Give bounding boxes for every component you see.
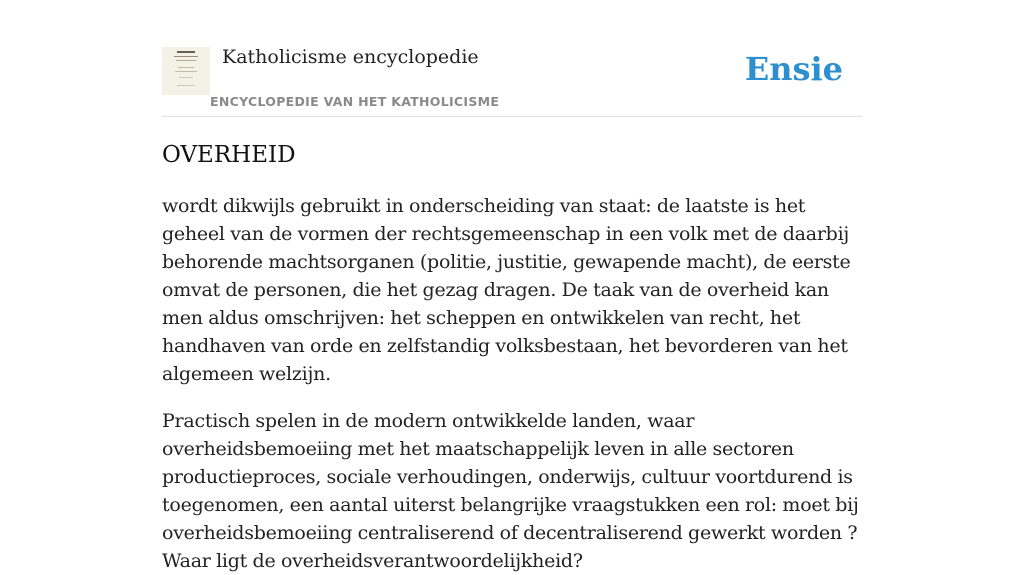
paragraph: Practisch spelen in de modern ontwikkelde landen, waar overheidsbemoeiing met het maatschappelijk leven in alle sectoren productieproces, sociale verhoudingen, onderwijs, cultuur voortdurend is toegenomen, een aantal uiterst belangrijke vraagstukken een rol: moet bij overheidsbemoeiing centraliserend of decentraliserend gewerkt worden ? Waar ligt de overheidsverantwoordelijkheid? bbox=[162, 410, 859, 572]
paragraph: wordt dikwijls gebruikt in onderscheiding van staat: de laatste is het geheel van de vormen der rechtsgemeenschap in een volk met de daarbij behorende machtsorganen (politie, justitie, gewapende macht), de eerste omvat de personen, die het gezag dragen. De taak van de overheid kan men aldus omschrijven: het scheppen en ontwikkelen van recht, het handhaven van orde en zelfstandig volksbestaan, het bevorderen van het algemeen welzijn. bbox=[162, 195, 851, 385]
article bbox=[162, 140, 862, 575]
book-cover-icon[interactable] bbox=[162, 47, 210, 95]
site-header bbox=[162, 44, 862, 117]
site-subtitle: ENCYCLOPEDIE VAN HET KATHOLICISME bbox=[210, 94, 500, 109]
site-title[interactable]: Katholicisme encyclopedie bbox=[222, 46, 479, 68]
ensie-logo-link[interactable]: Ensie bbox=[744, 50, 843, 88]
entry-title: OVERHEID bbox=[162, 142, 296, 168]
